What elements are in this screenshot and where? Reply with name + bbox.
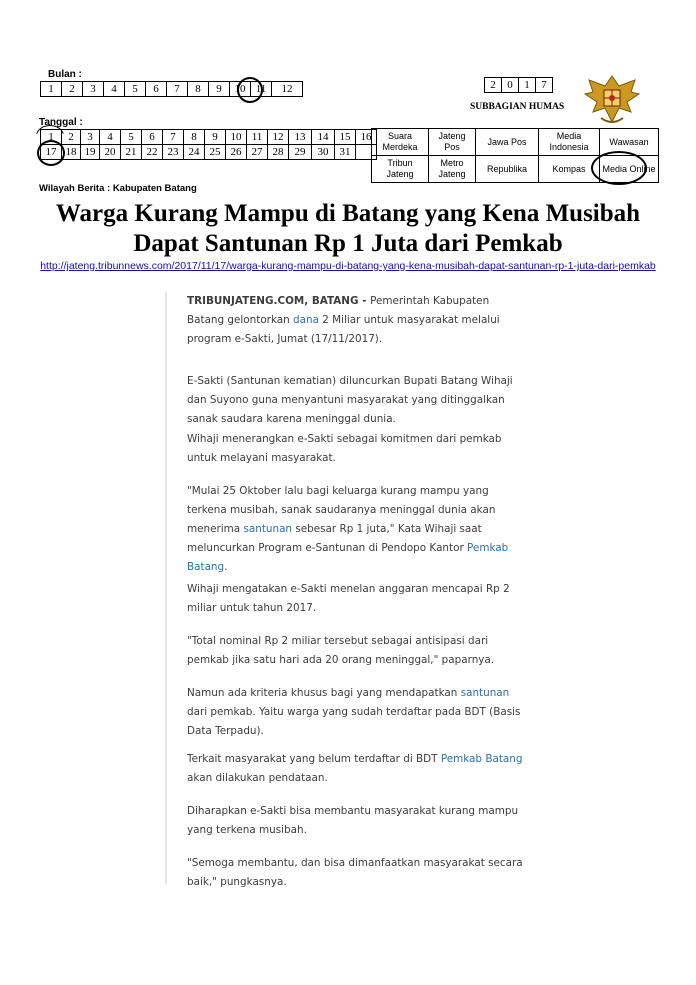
day-cell: 2 (62, 130, 81, 145)
month-cell: 9 (209, 82, 230, 97)
garuda-emblem-icon (583, 72, 641, 128)
day-cell: 14 (312, 130, 335, 145)
year-digit: 1 (519, 78, 536, 93)
year-digit: 0 (502, 78, 519, 93)
media-jawa-pos: Jawa Pos (476, 129, 539, 156)
date-grid (40, 129, 377, 160)
day-cell: 8 (184, 130, 205, 145)
media-tribun-jateng: Tribun Jateng (372, 156, 429, 183)
day-cell: 23 (163, 145, 184, 160)
day-cell: 18 (62, 145, 81, 160)
year-digit: 2 (485, 78, 502, 93)
day-cell-selected: 17 (41, 145, 62, 160)
month-cell: 6 (146, 82, 167, 97)
pemkab-batang-link[interactable]: Pemkab Batang (440, 753, 523, 765)
text: Pemerintah Kabupaten Batang gelontorkan (187, 295, 490, 326)
month-cell: 4 (104, 82, 125, 97)
paragraph-3: Wihaji menerangkan e-Sakti sebagai komitmen dari pemkab untuk melayani masyarakat. (187, 433, 502, 464)
day-cell: 7 (163, 130, 184, 145)
text: dari pemkab. Yaitu warga yang sudah terdaftar pada BDT (Basis Data Terpadu). (187, 706, 521, 737)
media-suara-merdeka: Suara Merdeka (372, 129, 429, 156)
text: . (224, 561, 228, 573)
paragraph-7 (187, 684, 527, 741)
day-cell: 1 (41, 130, 62, 145)
media-media-online: Media Online (600, 156, 659, 183)
bulan-label: Bulan : (48, 69, 82, 80)
month-cell: 1 (41, 82, 62, 97)
media-media-indonesia: Media Indonesia (539, 129, 600, 156)
month-cell-selected: 11 (251, 82, 272, 97)
paragraph-5: Wihaji mengatakan e-Sakti menelan anggaran mencapai Rp 2 miliar untuk tahun 2017. (187, 583, 510, 614)
pemkab-batang-link[interactable]: Pemkab Batang (187, 542, 509, 573)
day-cell: 15 (335, 130, 356, 145)
day-cell: 28 (268, 145, 289, 160)
media-wawasan: Wawasan (600, 129, 659, 156)
day-cell: 30 (312, 145, 335, 160)
media-kompas: Kompas (539, 156, 600, 183)
day-cell: 24 (184, 145, 205, 160)
month-cell: 2 (62, 82, 83, 97)
day-cell: 22 (142, 145, 163, 160)
media-jateng-pos: Jateng Pos (429, 129, 476, 156)
day-cell: 6 (142, 130, 163, 145)
month-cell: 3 (83, 82, 104, 97)
month-cell: 8 (188, 82, 209, 97)
text: 2 Miliar untuk masyarakat melalui program e-Sakti, Jumat (17/11/2017). (187, 314, 500, 345)
wilayah-label: Wilayah Berita : Kabupaten Batang (39, 183, 197, 194)
day-cell: 5 (121, 130, 142, 145)
day-cell: 9 (205, 130, 226, 145)
day-cell: 19 (81, 145, 100, 160)
day-cell: 12 (268, 130, 289, 145)
day-cell: 21 (121, 145, 142, 160)
day-cell: 11 (247, 130, 268, 145)
month-cell: 5 (125, 82, 146, 97)
paragraph-9: Diharapkan e-Sakti bisa membantu masyarakat kurang mampu yang terkena musibah. (187, 805, 519, 836)
paragraph-10: "Semoga membantu, dan bisa dimanfaatkan masyarakat secara baik," pungkasnya. (187, 857, 523, 888)
day-cell: 13 (289, 130, 312, 145)
source-tag: TRIBUNJATENG.COM, BATANG - (187, 295, 371, 307)
day-cell: 29 (289, 145, 312, 160)
paragraph-4 (187, 482, 527, 577)
text: "Mulai 25 Oktober lalu bagi keluarga kurang mampu yang terkena musibah, sanak saudaranya meninggal dunia akan menerima (187, 485, 496, 535)
day-cell: 20 (100, 145, 121, 160)
department-name: SUBBAGIAN HUMAS (470, 102, 565, 112)
media-metro-jateng: Metro Jateng (429, 156, 476, 183)
paragraph-1 (187, 292, 527, 349)
santunan-link[interactable]: santunan (460, 687, 510, 699)
text: Namun ada kriteria khusus bagi yang mendapatkan (187, 687, 461, 699)
text: sebesar Rp 1 juta," Kata Wihaji saat meluncurkan Program e-Santunan di Pendopo Kantor (187, 523, 482, 554)
santunan-link[interactable]: santunan (243, 523, 293, 535)
day-cell: 3 (81, 130, 100, 145)
media-republika: Republika (476, 156, 539, 183)
article-body (165, 292, 537, 888)
paragraph-2: E-Sakti (Santunan kematian) diluncurkan Bupati Batang Wihaji dan Suyono guna menyantuni masyarakat yang ditinggalkan sanak saudara karena meninggal dunia. (187, 375, 513, 425)
year-box (484, 77, 553, 93)
text: Terkait masyarakat yang belum terdaftar di BDT (187, 753, 441, 765)
tanggal-label: Tanggal : (39, 117, 83, 128)
month-cell: 7 (167, 82, 188, 97)
day-cell: 26 (226, 145, 247, 160)
paragraph-8 (187, 750, 527, 788)
paragraph-6: "Total nominal Rp 2 miliar tersebut sebagai antisipasi dari pemkab jika satu hari ada 20 orang meninggal," paparnya. (187, 635, 495, 666)
article-title: Warga Kurang Mampu di Batang yang Kena Musibah Dapat Santunan Rp 1 Juta dari Pemkab (55, 200, 641, 257)
day-cell: 31 (335, 145, 356, 160)
day-cell: 25 (205, 145, 226, 160)
day-cell: 16 (356, 130, 377, 145)
day-cell: 4 (100, 130, 121, 145)
year-digit: 7 (536, 78, 553, 93)
media-table (371, 128, 659, 183)
month-cell: 12 (272, 82, 303, 97)
text: akan dilakukan pendataan. (187, 772, 328, 784)
dana-link[interactable]: dana (293, 314, 319, 326)
article-url-link[interactable]: http://jateng.tribunnews.com/2017/11/17/warga-kurang-mampu-di-batang-yang-kena-musibah-dapat-santunan-rp-1-juta-dari-pemkab (40, 260, 656, 272)
month-cell: 10 (230, 82, 251, 97)
month-grid (40, 81, 303, 97)
day-cell: 10 (226, 130, 247, 145)
day-cell: 27 (247, 145, 268, 160)
